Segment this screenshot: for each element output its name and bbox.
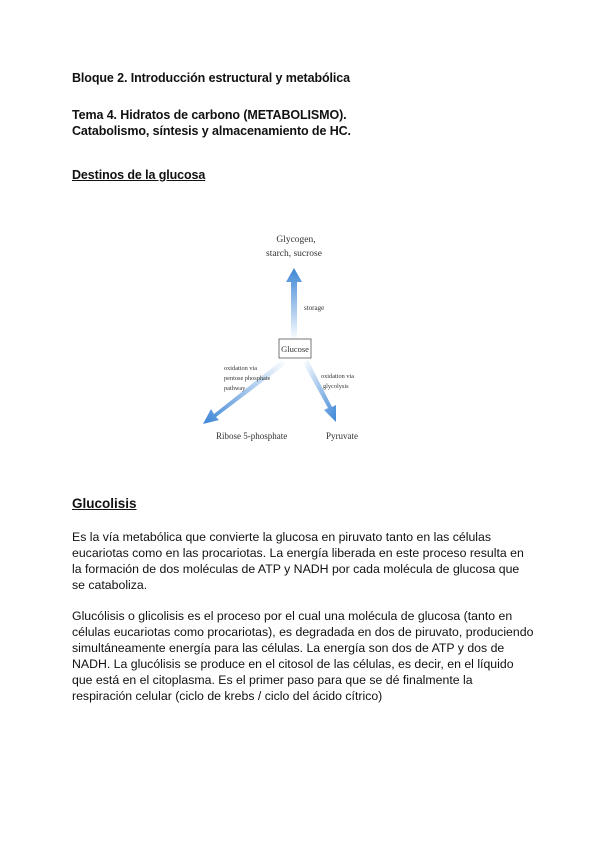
top-product-label-line-1: Glycogen, [276, 235, 316, 245]
paragraph-line: Glucólisis o glicolisis es el proceso por el cual una molécula de glucosa (tanto en [72, 609, 513, 623]
right-arrow-label-line-1: oxidation via [321, 373, 355, 380]
topic-title-line-2: Catabolismo, síntesis y almacenamiento de HC. [72, 124, 351, 138]
paragraph-line: eucariotas como en las procariotas. La energía liberada en este proceso resulta en [72, 546, 524, 560]
glycolysis-arrow [303, 360, 336, 422]
paragraph-line: la formación de dos moléculas de ATP y NADH por cada molécula de glucosa que [72, 562, 520, 576]
section-heading-glycolysis: Glucolisis [72, 496, 137, 511]
glycolysis-paragraph-2 [72, 608, 542, 704]
glucose-label: Glucose [281, 344, 309, 354]
storage-label: storage [304, 304, 325, 312]
glucose-fates-diagram [200, 226, 400, 448]
paragraph-line: simultáneamente energía para las células. La energía son dos de ATP y dos de [72, 641, 505, 655]
left-arrow-label-line-2: pentose phosphate [224, 375, 271, 382]
left-arrow-label-line-1: oxidation via [224, 365, 258, 372]
block-title: Bloque 2. Introducción estructural y metabólica [72, 71, 350, 85]
storage-arrow [286, 268, 302, 341]
pyruvate-label: Pyruvate [326, 431, 358, 441]
paragraph-line: células eucariotas como procariotas), es degradada en dos de piruvato, produciendo [72, 625, 534, 639]
topic-title-line-1: Tema 4. Hidratos de carbono (METABOLISMO). [72, 108, 347, 122]
paragraph-line: se cataboliza. [72, 578, 148, 592]
left-arrow-label-line-3: pathway [224, 385, 246, 392]
right-arrow-label-line-2: glycolysis [323, 383, 349, 390]
ribose-5-phosphate-label: Ribose 5-phosphate [216, 431, 288, 441]
paragraph-line: Es la vía metabólica que convierte la glucosa en piruvato tanto en las células [72, 530, 492, 544]
paragraph-line: que está en el citoplasma. Es el primer paso para que se dé finalmente la [72, 673, 473, 687]
glycolysis-paragraph-1 [72, 529, 542, 593]
paragraph-line: respiración celular (ciclo de krebs / ciclo del ácido cítrico) [72, 689, 383, 703]
top-product-label-line-2: starch, sucrose [266, 249, 322, 259]
paragraph-line: NADH. La glucólisis se produce en el citosol de las células, es decir, en el líquido [72, 657, 514, 671]
section-heading-glucose-fates: Destinos de la glucosa [72, 168, 206, 182]
